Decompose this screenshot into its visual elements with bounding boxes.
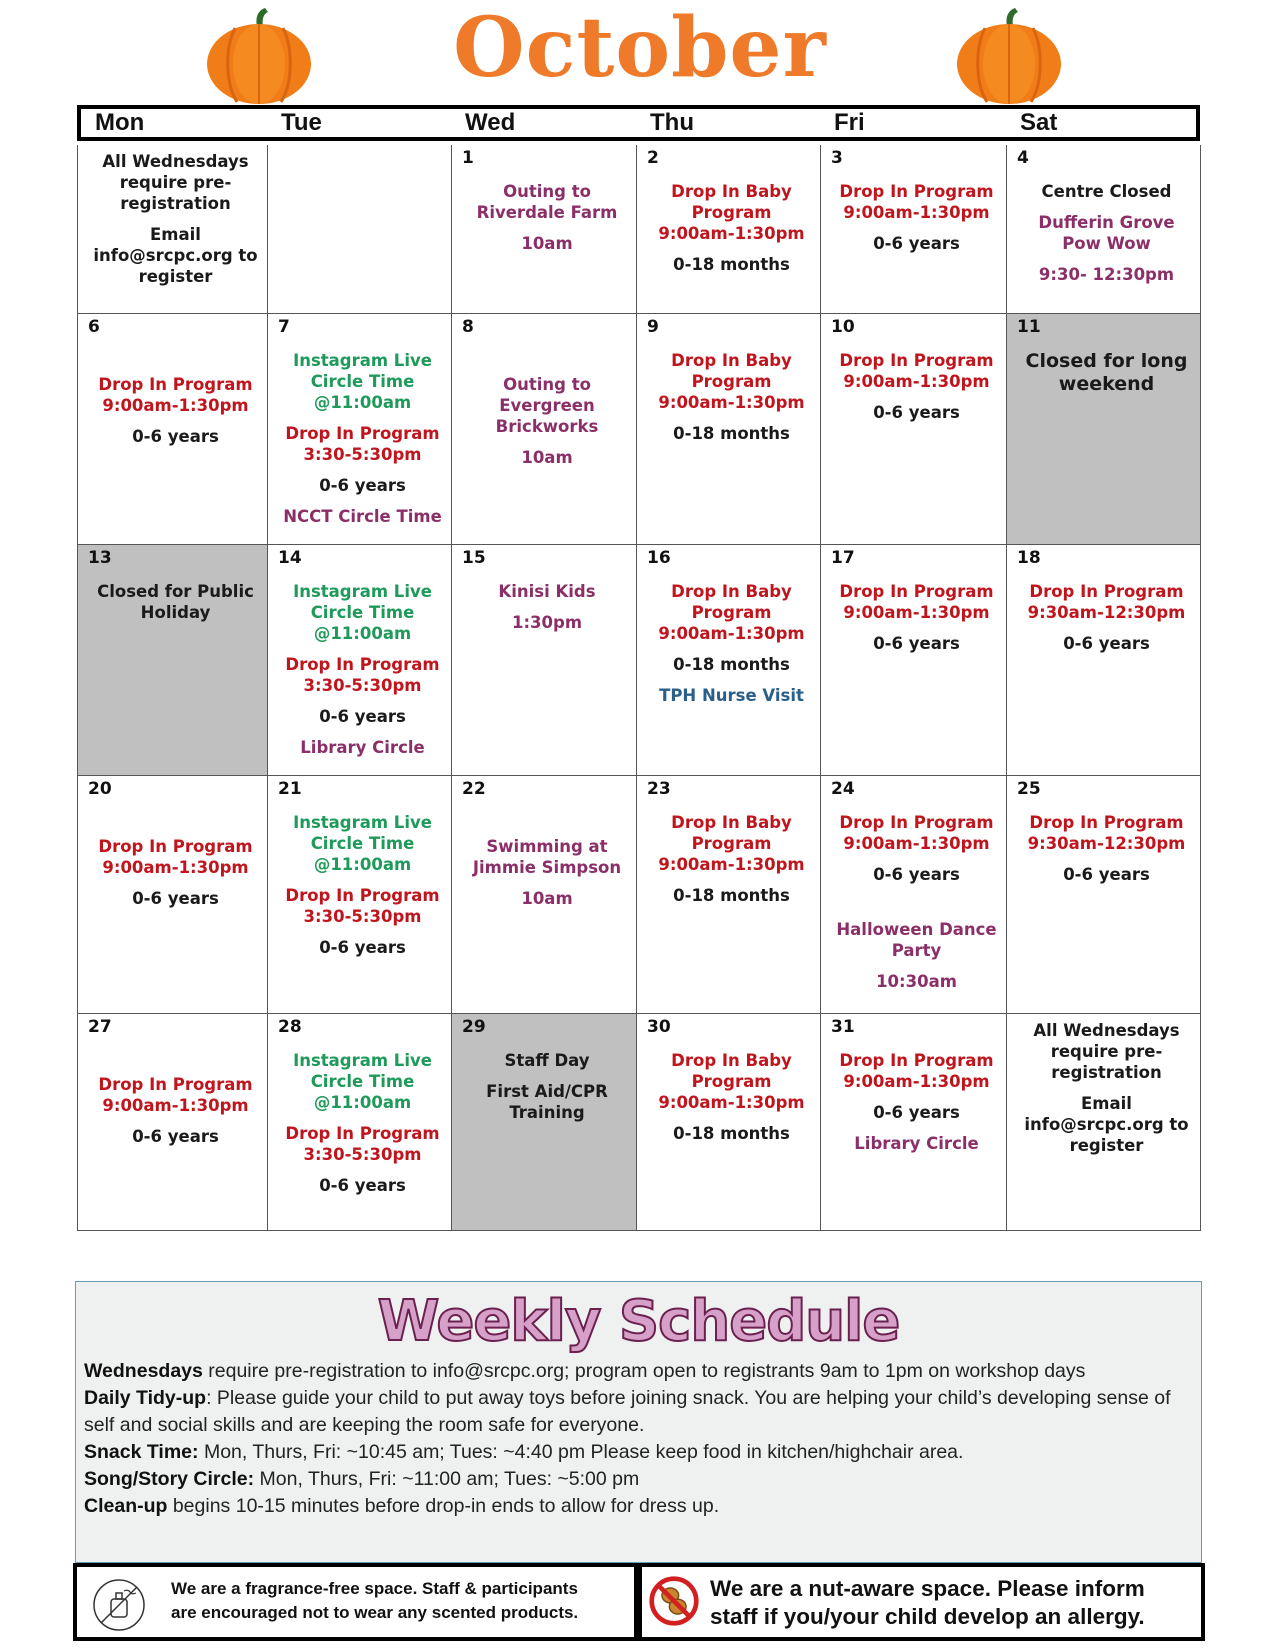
weekday-label: Wed xyxy=(465,109,516,136)
day-number: 16 xyxy=(647,548,671,568)
event-text: Drop In Baby Program 9:00am-1:30pm xyxy=(658,813,805,874)
no-fragrance-icon xyxy=(91,1577,147,1633)
event-text: 0-6 years xyxy=(319,476,406,495)
schedule-item-label: Snack Time: xyxy=(84,1441,199,1463)
day-number: 27 xyxy=(88,1017,112,1037)
event-text: 0-6 years xyxy=(873,1103,960,1122)
day-events xyxy=(88,549,263,623)
event-text: 0-18 months xyxy=(673,255,790,274)
calendar-day-cell xyxy=(78,1014,268,1230)
day-events xyxy=(278,1018,447,1196)
calendar-day-cell xyxy=(268,776,452,1013)
calendar-week-row xyxy=(78,776,1201,1014)
schedule-item xyxy=(84,1466,1193,1493)
event-text: All Wednesdays require pre- registration xyxy=(102,152,249,213)
event-text: 0-18 months xyxy=(673,1124,790,1143)
event-text: 0-6 years xyxy=(873,234,960,253)
day-number: 30 xyxy=(647,1017,671,1037)
page-title: October xyxy=(453,0,827,96)
calendar-day-cell xyxy=(452,776,637,1013)
event-text: Drop In Program 3:30-5:30pm xyxy=(285,424,440,464)
calendar-day-cell xyxy=(78,776,268,1013)
event-text: Drop In Baby Program 9:00am-1:30pm xyxy=(658,351,805,412)
day-number: 4 xyxy=(1017,148,1029,168)
day-number: 24 xyxy=(831,779,855,799)
event-text: 0-6 years xyxy=(132,889,219,908)
event-text: 10am xyxy=(521,448,573,467)
calendar-day-cell xyxy=(637,1014,821,1230)
calendar-day-cell xyxy=(268,145,452,313)
day-events xyxy=(278,318,447,527)
event-text: Email info@srcpc.org to register xyxy=(1024,1094,1189,1155)
calendar-day-cell xyxy=(821,145,1007,313)
weekday-header xyxy=(77,105,1200,141)
calendar-day-cell xyxy=(821,545,1007,775)
weekly-schedule-body xyxy=(76,1354,1201,1520)
day-number: 9 xyxy=(647,317,659,337)
calendar-grid xyxy=(77,145,1201,1231)
day-events xyxy=(462,780,632,909)
day-events xyxy=(278,549,447,758)
event-text: Drop In Program 9:00am-1:30pm xyxy=(98,1075,253,1115)
day-events xyxy=(88,1018,263,1147)
event-text: Drop In Program 9:00am-1:30pm xyxy=(839,351,994,391)
event-text: 10am xyxy=(521,234,573,253)
event-text: First Aid/CPR Training xyxy=(486,1082,608,1122)
event-text: Drop In Program 3:30-5:30pm xyxy=(285,1124,440,1164)
day-events xyxy=(278,149,447,151)
day-number: 6 xyxy=(88,317,100,337)
day-events xyxy=(88,318,263,447)
event-text: 10am xyxy=(521,889,573,908)
day-number: 28 xyxy=(278,1017,302,1037)
event-text: Instagram Live Circle Time @11:00am xyxy=(293,582,432,643)
day-events xyxy=(278,780,447,958)
calendar-day-cell xyxy=(821,1014,1007,1230)
day-number: 31 xyxy=(831,1017,855,1037)
fragrance-free-notice xyxy=(73,1563,638,1641)
weekday-label: Fri xyxy=(834,109,865,136)
event-text xyxy=(88,812,263,826)
day-events xyxy=(831,780,1002,992)
day-events xyxy=(647,318,816,444)
day-events xyxy=(647,549,816,706)
event-text: Library Circle xyxy=(300,738,425,757)
event-text: 0-6 years xyxy=(319,707,406,726)
event-text: Drop In Program 9:30am-12:30pm xyxy=(1027,582,1186,622)
day-events xyxy=(1017,149,1196,285)
day-number: 29 xyxy=(462,1017,486,1037)
day-events xyxy=(1017,1018,1196,1156)
weekly-schedule xyxy=(75,1281,1202,1563)
event-text xyxy=(462,350,632,364)
day-number: 14 xyxy=(278,548,302,568)
event-text: 0-6 years xyxy=(132,427,219,446)
event-text: 0-18 months xyxy=(673,655,790,674)
no-nuts-icon xyxy=(648,1575,700,1627)
nut-notice-text: We are a nut-aware space. Please inform staff if you/your child develop an allergy. xyxy=(710,1576,1145,1629)
weekday-label: Thu xyxy=(650,109,694,136)
day-number: 23 xyxy=(647,779,671,799)
nut-aware-notice xyxy=(638,1563,1205,1641)
day-events xyxy=(88,780,263,909)
day-number: 25 xyxy=(1017,779,1041,799)
event-text: TPH Nurse Visit xyxy=(659,686,804,705)
event-text: 0-6 years xyxy=(873,634,960,653)
calendar-day-cell xyxy=(268,545,452,775)
weekday-label: Tue xyxy=(281,109,322,136)
pumpkin-icon xyxy=(955,8,1063,104)
calendar-day-cell xyxy=(452,545,637,775)
day-number: 21 xyxy=(278,779,302,799)
schedule-item xyxy=(84,1493,1193,1520)
day-events xyxy=(462,149,632,254)
event-text: Drop In Program 9:00am-1:30pm xyxy=(839,582,994,622)
calendar-day-cell xyxy=(637,145,821,313)
event-text: Drop In Program 9:00am-1:30pm xyxy=(839,182,994,222)
event-text: Email info@srcpc.org to register xyxy=(93,225,258,286)
calendar-day-cell xyxy=(1007,1014,1201,1230)
event-text: Swimming at Jimmie Simpson xyxy=(472,837,622,877)
schedule-item-text: Mon, Thurs, Fri: ~11:00 am; Tues: ~5:00 pm xyxy=(254,1468,640,1490)
event-text: Drop In Program 9:00am-1:30pm xyxy=(98,837,253,877)
day-events xyxy=(831,1018,1002,1154)
day-events xyxy=(1017,549,1196,654)
calendar-day-cell xyxy=(1007,776,1201,1013)
calendar-day-cell xyxy=(637,545,821,775)
day-number: 10 xyxy=(831,317,855,337)
event-text: Drop In Baby Program 9:00am-1:30pm xyxy=(658,1051,805,1112)
calendar-day-cell xyxy=(1007,314,1201,544)
calendar-day-cell xyxy=(821,314,1007,544)
day-number: 11 xyxy=(1017,317,1041,337)
event-text: Instagram Live Circle Time @11:00am xyxy=(293,1051,432,1112)
event-text: Instagram Live Circle Time @11:00am xyxy=(293,813,432,874)
event-text: Staff Day xyxy=(504,1051,590,1070)
event-text: Drop In Baby Program 9:00am-1:30pm xyxy=(658,182,805,243)
schedule-item-label: Daily Tidy-up xyxy=(84,1387,207,1409)
event-text: Dufferin Grove Pow Wow xyxy=(1038,213,1175,253)
event-text: 0-6 years xyxy=(319,1176,406,1195)
event-text: Outing to Evergreen Brickworks xyxy=(495,375,599,436)
event-text: Drop In Program 9:00am-1:30pm xyxy=(98,375,253,415)
calendar-day-cell xyxy=(268,1014,452,1230)
schedule-item-label: Clean-up xyxy=(84,1495,168,1517)
day-number: 3 xyxy=(831,148,843,168)
schedule-item-label: Song/Story Circle: xyxy=(84,1468,255,1490)
fragrance-notice-text: We are a fragrance-free space. Staff & participants are encouraged not to wear any scented products. xyxy=(171,1579,579,1622)
calendar-day-cell xyxy=(268,314,452,544)
calendar-day-cell xyxy=(1007,145,1201,313)
day-events xyxy=(462,549,632,633)
day-events xyxy=(1017,318,1196,396)
event-text: 0-6 years xyxy=(1063,634,1150,653)
event-text: NCCT Circle Time xyxy=(283,507,442,526)
event-text: Drop In Program 9:00am-1:30pm xyxy=(839,813,994,853)
event-text: 0-6 years xyxy=(132,1127,219,1146)
event-text: Drop In Program 3:30-5:30pm xyxy=(285,655,440,695)
calendar-week-row xyxy=(78,145,1201,314)
weekday-label: Sat xyxy=(1020,109,1058,136)
schedule-item-text: begins 10-15 minutes before drop-in ends to allow for dress up. xyxy=(167,1495,720,1517)
event-text: Drop In Program 9:00am-1:30pm xyxy=(839,1051,994,1091)
event-text: 1:30pm xyxy=(511,613,583,632)
event-text: Drop In Baby Program 9:00am-1:30pm xyxy=(658,582,805,643)
calendar-day-cell xyxy=(637,314,821,544)
schedule-item xyxy=(84,1439,1193,1466)
day-number: 15 xyxy=(462,548,486,568)
calendar-day-cell xyxy=(78,314,268,544)
pumpkin-icon xyxy=(205,8,313,104)
event-text: Closed for long weekend xyxy=(1025,350,1188,395)
day-events xyxy=(647,1018,816,1144)
day-number: 7 xyxy=(278,317,290,337)
event-text: 9:30- 12:30pm xyxy=(1038,265,1175,284)
calendar-day-cell xyxy=(637,776,821,1013)
day-number: 8 xyxy=(462,317,474,337)
event-text: Halloween Dance Party xyxy=(836,920,997,960)
calendar-day-cell xyxy=(452,314,637,544)
event-text xyxy=(831,895,1002,909)
schedule-item-text: require pre-registration to info@srcpc.org; program open to registrants 9am to 1pm on workshop days xyxy=(202,1360,1086,1382)
day-events xyxy=(88,149,263,287)
event-text: Kinisi Kids xyxy=(498,582,596,601)
event-text: 0-6 years xyxy=(873,865,960,884)
header xyxy=(0,0,1275,105)
day-events xyxy=(647,149,816,275)
calendar-day-cell xyxy=(78,145,268,313)
event-text: Closed for Public Holiday xyxy=(97,582,254,622)
event-text xyxy=(88,1050,263,1064)
day-events xyxy=(647,780,816,906)
calendar-day-cell xyxy=(452,145,637,313)
event-text: Drop In Program 9:30am-12:30pm xyxy=(1027,813,1186,853)
weekday-label: Mon xyxy=(95,109,145,136)
schedule-item xyxy=(84,1385,1193,1439)
calendar-day-cell xyxy=(1007,545,1201,775)
event-text xyxy=(88,350,263,364)
schedule-item-text: Mon, Thurs, Fri: ~10:45 am; Tues: ~4:40 pm Please keep food in kitchen/highchair area. xyxy=(198,1441,964,1463)
day-events xyxy=(1017,780,1196,885)
event-text: 0-18 months xyxy=(673,424,790,443)
day-number: 17 xyxy=(831,548,855,568)
event-text: 10:30am xyxy=(876,972,957,991)
day-number: 18 xyxy=(1017,548,1041,568)
day-events xyxy=(831,149,1002,254)
schedule-item xyxy=(84,1358,1193,1385)
calendar-week-row xyxy=(78,314,1201,545)
day-events xyxy=(462,318,632,468)
event-text: 0-6 years xyxy=(319,938,406,957)
day-number: 2 xyxy=(647,148,659,168)
event-text: Centre Closed xyxy=(1041,182,1172,201)
calendar-day-cell xyxy=(821,776,1007,1013)
weekly-schedule-title: Weekly Schedule xyxy=(377,1289,900,1354)
event-text: Library Circle xyxy=(854,1134,979,1153)
event-text: 0-18 months xyxy=(673,886,790,905)
event-text: 0-6 years xyxy=(873,403,960,422)
event-text: Outing to Riverdale Farm xyxy=(476,182,618,222)
day-events xyxy=(831,318,1002,423)
event-text: Drop In Program 3:30-5:30pm xyxy=(285,886,440,926)
day-number: 20 xyxy=(88,779,112,799)
event-text xyxy=(462,812,632,826)
schedule-item-label: Wednesdays xyxy=(84,1360,203,1382)
day-events xyxy=(462,1018,632,1123)
schedule-item-text: : Please guide your child to put away toys before joining snack. You are helping your child’s developing sense of self and social skills and are keeping the room safe for everyone. xyxy=(84,1387,1171,1436)
day-number: 22 xyxy=(462,779,486,799)
event-text: All Wednesdays require pre- registration xyxy=(1033,1021,1180,1082)
event-text: 0-6 years xyxy=(1063,865,1150,884)
day-number: 13 xyxy=(88,548,112,568)
calendar-week-row xyxy=(78,1014,1201,1231)
event-text: Instagram Live Circle Time @11:00am xyxy=(293,351,432,412)
day-events xyxy=(831,549,1002,654)
day-number: 1 xyxy=(462,148,474,168)
calendar-day-cell xyxy=(78,545,268,775)
calendar-week-row xyxy=(78,545,1201,776)
calendar-day-cell xyxy=(452,1014,637,1230)
